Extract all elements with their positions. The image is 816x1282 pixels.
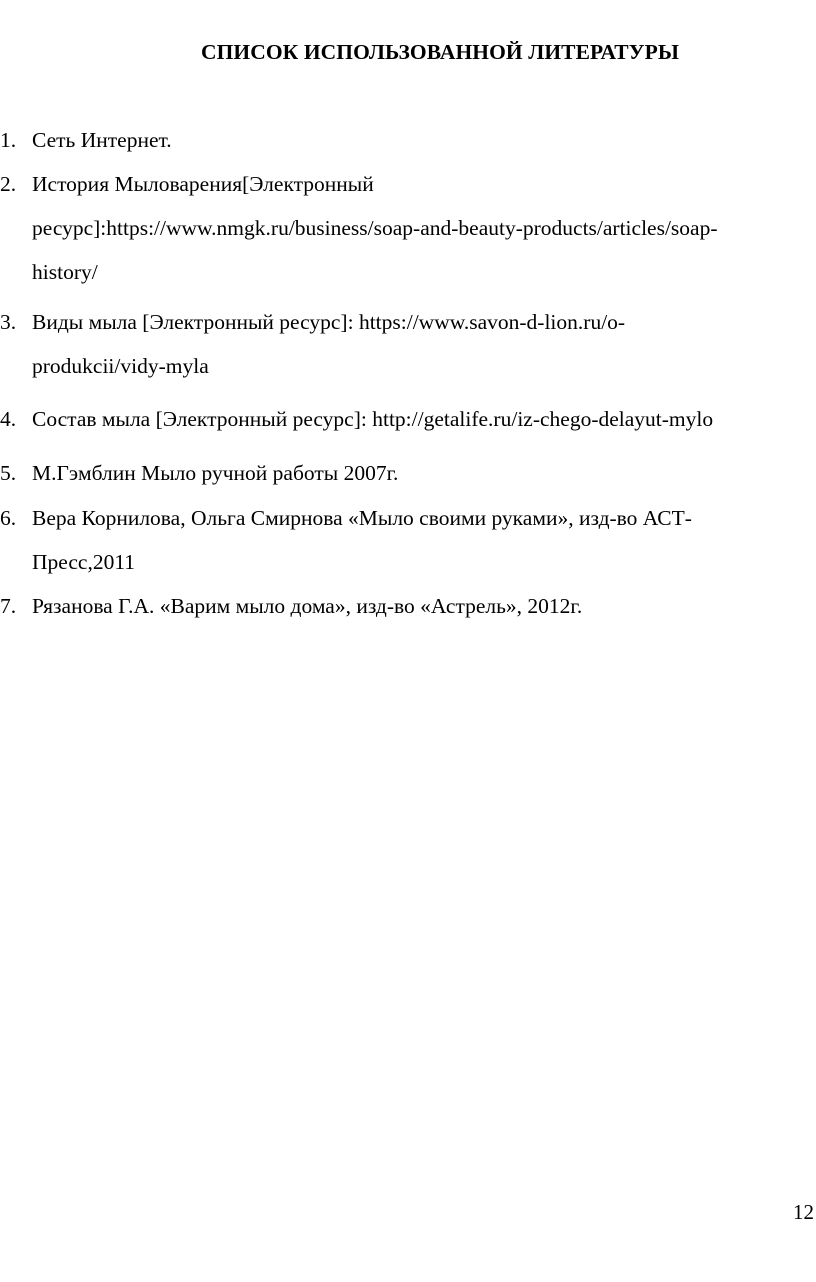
reference-line: М.Гэмблин Мыло ручной работы 2007г. <box>32 461 399 485</box>
reference-number: 6. <box>0 506 17 530</box>
reference-text <box>32 584 808 628</box>
reference-line: Сеть Интернет. <box>32 128 172 152</box>
reference-number: 4. <box>0 407 17 431</box>
reference-line: produkcii/vidy-myla <box>32 354 209 378</box>
reference-line: Рязанова Г.А. «Варим мыло дома», изд-во «Астрель», 2012г. <box>32 594 583 618</box>
reference-text <box>32 496 808 584</box>
reference-line: Состав мыла [Электронный ресурс]: http://getalife.ru/iz-chego-delayut-mylo <box>32 407 714 431</box>
reference-number: 2. <box>0 172 17 196</box>
reference-number: 1. <box>0 128 17 152</box>
page-title: СПИСОК ИСПОЛЬЗОВАННОЙ ЛИТЕРАТУРЫ <box>200 40 680 64</box>
reference-number: 3. <box>0 310 17 334</box>
reference-line: history/ <box>32 260 98 284</box>
reference-text <box>32 300 808 388</box>
reference-line: Пресс,2011 <box>32 550 136 574</box>
reference-text <box>32 397 808 441</box>
reference-line: ресурс]:https://www.nmgk.ru/business/soap-and-beauty-products/articles/soap- <box>32 216 718 240</box>
reference-number: 7. <box>0 594 17 618</box>
reference-line: Вера Корнилова, Ольга Смирнова «Мыло своими руками», изд-во АСТ- <box>32 506 692 530</box>
page-number: 12 <box>793 1200 814 1224</box>
reference-text <box>32 162 808 294</box>
reference-number: 5. <box>0 461 17 485</box>
reference-line: Виды мыла [Электронный ресурс]: https://www.savon-d-lion.ru/o- <box>32 310 626 334</box>
reference-text <box>32 118 808 162</box>
reference-line: История Мыловарения[Электронный <box>32 172 374 196</box>
reference-text <box>32 451 808 495</box>
